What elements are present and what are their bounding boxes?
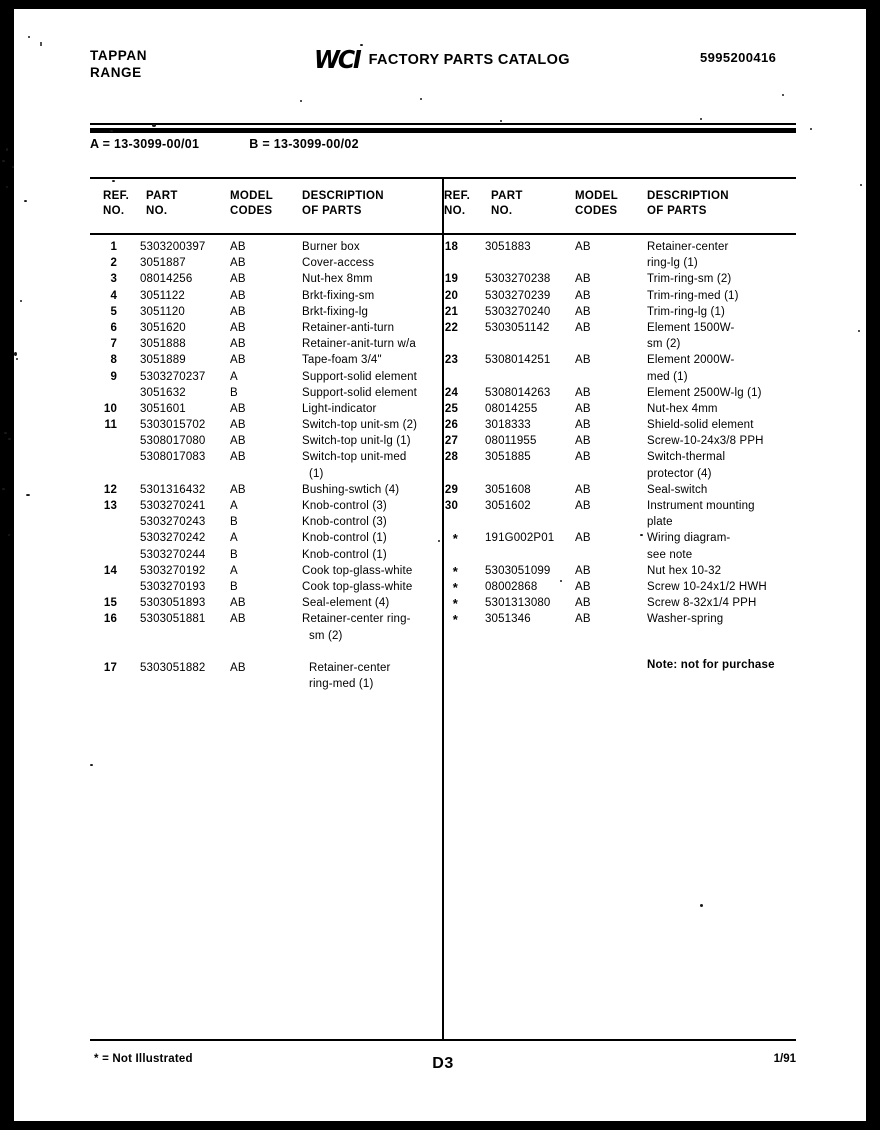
header-description: DESCRIPTION OF PARTS <box>302 190 384 217</box>
description: Switch-top unit-lg (1) <box>302 435 411 448</box>
scan-artifact <box>438 540 440 542</box>
description: Wiring diagram- <box>647 532 731 545</box>
table-row <box>90 514 442 530</box>
description: Nut-hex 8mm <box>302 273 373 286</box>
model-code-legend <box>90 137 359 151</box>
table-row <box>90 595 442 611</box>
ref-no: 10 <box>103 402 117 415</box>
model-code: AB <box>575 580 591 593</box>
ref-no: * <box>452 579 458 595</box>
description: Trim-ring-sm (2) <box>647 273 732 286</box>
table-row <box>90 449 442 465</box>
ref-no: 12 <box>103 483 117 496</box>
not-illustrated-legend: * = Not Illustrated <box>94 1053 193 1065</box>
model-code: AB <box>230 321 246 334</box>
scan-artifact <box>700 118 702 120</box>
scan-artifact <box>560 580 562 582</box>
model-code: AB <box>230 402 246 415</box>
part-no: 5303200397 <box>140 241 206 253</box>
header-part-no: PART NO. <box>491 190 523 217</box>
ref-no: 26 <box>444 419 458 432</box>
model-code: AB <box>575 354 591 367</box>
table-row <box>444 498 796 514</box>
scan-artifact <box>20 300 22 302</box>
description: Shield-solid element <box>647 419 754 432</box>
model-code: AB <box>575 532 591 545</box>
table-row <box>90 628 442 644</box>
table-row <box>444 514 796 530</box>
model-code: AB <box>575 597 591 610</box>
table-row <box>444 369 796 385</box>
description: Knob-control (1) <box>302 532 387 545</box>
description: Screw 10-24x1/2 HWH <box>647 580 767 593</box>
table-row <box>444 336 796 352</box>
model-code: AB <box>575 564 591 577</box>
part-no: 5308017080 <box>140 435 206 448</box>
table-row <box>90 530 442 546</box>
model-code: B <box>230 548 238 561</box>
ref-no: 11 <box>104 419 117 432</box>
ref-no: 1 <box>110 241 117 253</box>
part-no: 5303051882 <box>140 661 206 674</box>
scan-artifact <box>40 44 42 46</box>
description: Trim-ring-med (1) <box>647 289 739 302</box>
page-number: D3 <box>432 1055 454 1072</box>
ref-no: 21 <box>444 305 458 318</box>
model-code: A <box>230 500 238 512</box>
model-code: AB <box>575 241 591 253</box>
parts-column-right <box>444 177 796 1041</box>
ref-no: * <box>452 531 458 547</box>
model-code: AB <box>230 273 246 286</box>
model-code: AB <box>575 273 591 286</box>
description: Screw-10-24x3/8 PPH <box>647 435 764 448</box>
description: see note <box>647 548 693 561</box>
ref-no: 29 <box>444 483 458 496</box>
part-no: 5303270239 <box>485 289 551 302</box>
table-row <box>444 466 796 482</box>
description: Cook top-glass-white <box>302 580 413 593</box>
ref-no: 4 <box>110 289 117 302</box>
table-row <box>444 320 796 336</box>
description: Nut hex 10-32 <box>647 564 722 577</box>
description: Screw 8-32x1/4 PPH <box>647 597 757 610</box>
scan-artifact <box>24 200 27 202</box>
table-row <box>444 255 796 271</box>
scan-artifact <box>2 488 5 490</box>
description: Knob-control (3) <box>302 516 387 529</box>
table-row <box>444 563 796 579</box>
table-row <box>90 304 442 320</box>
part-no: 5303270243 <box>140 516 206 529</box>
table-row <box>90 660 442 676</box>
part-no: 5303051142 <box>485 321 550 334</box>
parts-table <box>90 177 796 1041</box>
model-code: AB <box>230 613 246 626</box>
table-row <box>90 482 442 498</box>
ref-no: 3 <box>110 273 117 286</box>
column-header-left <box>90 189 442 229</box>
model-code: AB <box>575 419 591 432</box>
model-code: AB <box>230 435 246 448</box>
header-rule-thin <box>90 123 796 125</box>
table-row <box>90 611 442 627</box>
wci-logo: WCI <box>314 45 360 74</box>
table-row <box>90 271 442 287</box>
model-code: AB <box>230 241 246 253</box>
scan-artifact <box>40 42 42 44</box>
scan-artifact <box>14 352 17 356</box>
part-no: 3051620 <box>140 321 186 334</box>
scan-artifact <box>110 130 113 132</box>
model-code-b: B = 13-3099-00/02 <box>249 137 359 151</box>
description: Light-indicator <box>302 402 377 415</box>
part-no: 5303270244 <box>140 548 206 561</box>
ref-no: 30 <box>444 500 458 512</box>
header-part-no: PART NO. <box>146 190 178 217</box>
model-code-a: A = 13-3099-00/01 <box>90 137 200 151</box>
part-no: 08011955 <box>485 435 537 448</box>
model-code: AB <box>575 386 591 399</box>
parts-column-left <box>90 177 442 1041</box>
model-code: AB <box>230 338 246 351</box>
scan-artifact <box>782 94 784 96</box>
catalog-title-group <box>314 47 570 72</box>
ref-no: 14 <box>103 564 117 577</box>
scan-artifact <box>28 36 30 38</box>
model-code: AB <box>575 305 591 318</box>
ref-no: 2 <box>110 257 117 270</box>
scan-artifact <box>152 124 156 127</box>
table-row <box>444 385 796 401</box>
description: Retainer-center ring- <box>302 613 411 626</box>
part-no: 191G002P01 <box>485 532 555 545</box>
table-row <box>444 595 796 611</box>
part-no: 08014255 <box>485 402 538 415</box>
header-ref-no: REF. NO. <box>103 190 130 217</box>
table-row <box>90 547 442 563</box>
part-no: 3051601 <box>140 402 186 415</box>
description: Retainer-center <box>309 661 391 674</box>
page-header <box>14 39 866 89</box>
table-row <box>90 369 442 385</box>
model-code: A <box>230 370 238 383</box>
model-code: AB <box>575 483 591 496</box>
description: Instrument mounting <box>647 500 755 512</box>
revision-date: 1/91 <box>773 1053 796 1065</box>
description: Knob-control (1) <box>302 548 387 561</box>
ref-no: 7 <box>110 338 117 351</box>
table-row <box>90 255 442 271</box>
table-row <box>444 433 796 449</box>
ref-no: 16 <box>103 613 117 626</box>
parts-rows-left <box>90 239 442 692</box>
scan-artifact <box>860 184 862 186</box>
ref-no: 25 <box>444 402 458 415</box>
description: Cook top-glass-white <box>302 564 413 577</box>
part-no: 5303051099 <box>485 564 551 577</box>
description: plate <box>647 516 673 529</box>
part-no: 3051602 <box>485 500 531 512</box>
part-no: 5301316432 <box>140 483 206 496</box>
description: Support-solid element <box>302 386 418 399</box>
part-no: 3051885 <box>485 451 531 464</box>
description: (1) <box>309 467 324 480</box>
brand-line-1: TAPPAN <box>90 48 148 63</box>
catalog-sheet <box>14 9 866 1121</box>
parts-rows-right <box>444 239 796 628</box>
part-no: 08014256 <box>140 273 193 286</box>
table-row <box>90 336 442 352</box>
description: Retainer-anit-turn w/a <box>302 338 416 351</box>
column-header-right <box>444 189 796 229</box>
header-description: DESCRIPTION OF PARTS <box>647 190 729 217</box>
table-row <box>444 271 796 287</box>
scan-artifact <box>300 100 302 102</box>
scan-artifact <box>16 358 18 360</box>
description: Burner box <box>302 241 360 253</box>
ref-no: 22 <box>444 321 458 334</box>
scan-artifact <box>700 904 703 907</box>
scan-artifact <box>420 98 422 100</box>
part-no: 5303270238 <box>485 273 551 286</box>
scan-artifact <box>26 494 30 496</box>
table-row <box>444 352 796 368</box>
description: Brkt-fixing-lg <box>302 305 369 318</box>
part-no: 5303270241 <box>140 500 206 512</box>
scan-artifact <box>6 186 8 188</box>
ref-no: 6 <box>110 321 117 334</box>
model-code: AB <box>575 289 591 302</box>
header-rule-thick <box>90 128 796 133</box>
scan-artifact <box>640 534 643 536</box>
catalog-title: FACTORY PARTS CATALOG <box>368 51 570 68</box>
part-no: 3051632 <box>140 386 186 399</box>
ref-no: 9 <box>110 370 117 383</box>
model-code: AB <box>230 661 246 674</box>
model-code: AB <box>230 257 246 270</box>
catalog-number: 5995200416 <box>700 50 777 65</box>
part-no: 3018333 <box>485 419 531 432</box>
description: Retainer-anti-turn <box>302 321 395 334</box>
part-no: 5308014263 <box>485 386 551 399</box>
scan-artifact <box>8 438 11 440</box>
model-code: AB <box>230 451 246 464</box>
description: Element 2000W- <box>647 354 735 367</box>
part-no: 3051120 <box>140 305 185 318</box>
description: Seal-switch <box>647 483 708 496</box>
description: Bushing-swtich (4) <box>302 483 400 496</box>
description: Element 2500W-lg (1) <box>647 386 762 399</box>
table-row <box>444 417 796 433</box>
part-no: 3051346 <box>485 613 531 626</box>
scan-artifact <box>2 160 5 162</box>
table-row <box>444 611 796 627</box>
scanned-page <box>14 9 866 1121</box>
table-row <box>90 466 442 482</box>
table-row <box>90 352 442 368</box>
description: protector (4) <box>647 467 712 480</box>
model-code: AB <box>575 402 591 415</box>
ref-no: 18 <box>444 241 458 253</box>
part-no: 3051122 <box>140 289 185 302</box>
model-code: AB <box>575 321 591 334</box>
description: ring-lg (1) <box>647 257 698 270</box>
model-code: AB <box>230 289 246 302</box>
model-code: AB <box>230 305 246 318</box>
table-row <box>90 417 442 433</box>
model-code: AB <box>230 483 246 496</box>
part-no: 3051608 <box>485 483 531 496</box>
table-row <box>444 482 796 498</box>
brand-line-2: RANGE <box>90 65 142 80</box>
table-row <box>90 239 442 255</box>
ref-no: 23 <box>444 354 458 367</box>
scan-artifact <box>858 330 860 332</box>
scan-artifact <box>112 180 115 182</box>
scan-artifact <box>8 534 10 536</box>
description: Retainer-center <box>647 241 729 253</box>
table-row <box>90 401 442 417</box>
scan-artifact <box>12 166 14 168</box>
description: Trim-ring-lg (1) <box>647 305 725 318</box>
model-code: AB <box>230 354 246 367</box>
table-row <box>90 676 442 692</box>
description: sm (2) <box>647 338 681 351</box>
description: Switch-thermal <box>647 451 726 464</box>
model-code: AB <box>575 500 591 512</box>
table-row <box>444 304 796 320</box>
table-row <box>90 320 442 336</box>
description: Nut-hex 4mm <box>647 402 718 415</box>
purchase-note: Note: not for purchase <box>647 659 775 671</box>
model-code: AB <box>575 451 591 464</box>
description: med (1) <box>647 370 688 383</box>
part-no: 5303015702 <box>140 419 206 432</box>
header-ref-no: REF. NO. <box>444 190 471 217</box>
scan-artifact <box>360 44 363 46</box>
scan-artifact <box>810 128 812 130</box>
part-no: 3051887 <box>140 257 186 270</box>
ref-no: 19 <box>444 273 458 286</box>
part-no: 5308017083 <box>140 451 206 464</box>
part-no: 5303270192 <box>140 564 206 577</box>
part-no: 08002868 <box>485 580 538 593</box>
part-no: 5301313080 <box>485 597 551 610</box>
ref-no: * <box>452 612 458 628</box>
model-code: A <box>230 564 238 577</box>
description: Seal-element (4) <box>302 597 390 610</box>
ref-no: 5 <box>110 305 117 318</box>
ref-no: * <box>452 596 458 612</box>
scan-artifact <box>90 764 93 766</box>
model-code: B <box>230 386 238 399</box>
scan-artifact <box>6 148 8 151</box>
table-row <box>444 239 796 255</box>
ref-no: 15 <box>103 597 117 610</box>
scan-artifact <box>4 432 7 434</box>
ref-no: 17 <box>103 661 117 674</box>
table-row <box>90 579 442 595</box>
table-row <box>444 547 796 563</box>
description: ring-med (1) <box>309 678 374 691</box>
description: Washer-spring <box>647 613 724 626</box>
table-row <box>90 563 442 579</box>
ref-no: 24 <box>444 386 458 399</box>
table-row <box>444 579 796 595</box>
description: Element 1500W- <box>647 321 735 334</box>
model-code: B <box>230 580 238 593</box>
ref-no: 27 <box>444 435 458 448</box>
ref-no: * <box>452 563 458 579</box>
part-no: 5303051893 <box>140 597 206 610</box>
description: Cover-access <box>302 257 375 270</box>
table-row <box>90 385 442 401</box>
part-no: 5303270240 <box>485 305 551 318</box>
part-no: 3051889 <box>140 354 186 367</box>
part-no: 5303051881 <box>140 613 206 626</box>
part-no: 5303270193 <box>140 580 206 593</box>
model-code: AB <box>230 597 246 610</box>
description: Switch-top unit-sm (2) <box>302 419 418 432</box>
table-row <box>90 433 442 449</box>
part-no: 3051883 <box>485 241 531 253</box>
description: Support-solid element <box>302 370 418 383</box>
description: sm (2) <box>309 629 343 642</box>
model-code: AB <box>230 419 246 432</box>
description: Knob-control (3) <box>302 500 387 512</box>
table-row <box>444 288 796 304</box>
table-row <box>444 530 796 546</box>
brand-name <box>90 47 147 81</box>
ref-no: 13 <box>103 500 117 512</box>
part-no: 3051888 <box>140 338 186 351</box>
table-row <box>444 449 796 465</box>
ref-no: 8 <box>110 354 117 367</box>
model-code: AB <box>575 435 591 448</box>
model-code: AB <box>575 613 591 626</box>
table-row <box>444 401 796 417</box>
page-footer <box>90 1053 796 1083</box>
table-row <box>90 498 442 514</box>
ref-no: 28 <box>444 451 458 464</box>
part-no: 5303270237 <box>140 370 206 383</box>
scan-artifact <box>500 120 502 122</box>
description: Switch-top unit-med <box>302 451 407 464</box>
part-no: 5303270242 <box>140 532 206 545</box>
description: Brkt-fixing-sm <box>302 289 375 302</box>
table-row <box>90 288 442 304</box>
model-code: A <box>230 532 238 545</box>
header-model-codes: MODEL CODES <box>230 190 274 217</box>
description: Tape-foam 3/4" <box>302 354 382 367</box>
ref-no: 20 <box>444 289 458 302</box>
part-no: 5308014251 <box>485 354 551 367</box>
table-row <box>90 644 442 660</box>
model-code: B <box>230 516 238 529</box>
header-model-codes: MODEL CODES <box>575 190 619 217</box>
